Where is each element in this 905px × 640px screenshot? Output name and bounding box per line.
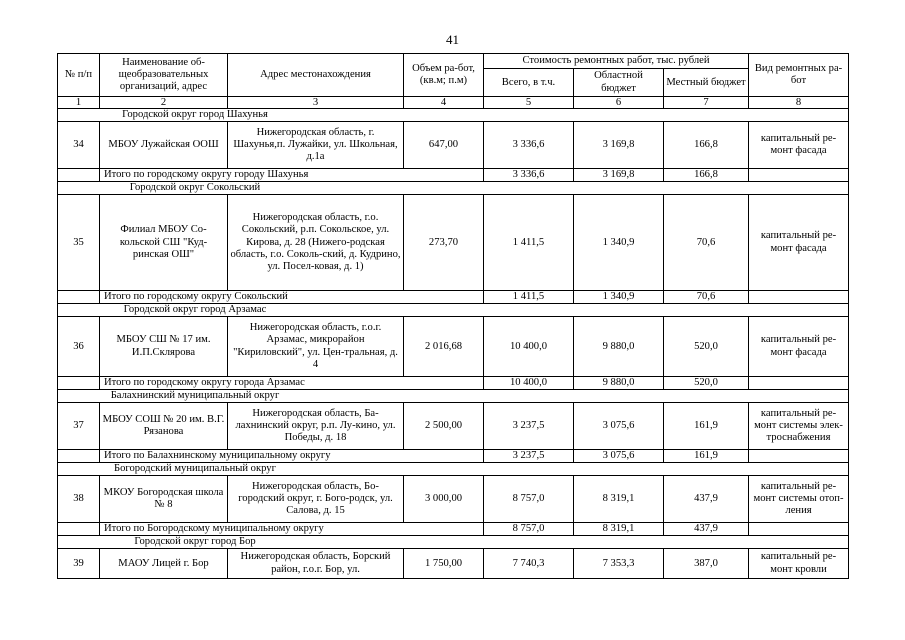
row-volume: 3 000,00 — [404, 476, 484, 523]
row-address: Нижегородская область, Ба-лахнинский округ, р.п. Лу-кино, ул. Победы, д. 18 — [228, 403, 404, 450]
subtotal-empty — [58, 450, 100, 463]
row-work: капитальный ре-монт фасада — [749, 122, 849, 169]
section-title-text: Городской округ город Арзамас — [123, 304, 267, 316]
subtotal-empty — [58, 377, 100, 390]
repair-works-table — [57, 53, 849, 579]
section-title — [58, 536, 849, 549]
section-title-row — [58, 390, 849, 403]
subtotal-regional: 3 169,8 — [574, 169, 664, 182]
header-name: Наименование об-щеобразовательных организаций, адрес — [100, 54, 228, 97]
row-name: МКОУ Богородская школа № 8 — [100, 476, 228, 523]
row-num: 39 — [58, 549, 100, 579]
page-number: 41 — [446, 32, 459, 47]
row-volume: 2 016,68 — [404, 317, 484, 377]
row-address: Нижегородская область, г.о.г. Арзамас, микрорайон "Кириловский", ул. Цен-тральная, д. 4 — [228, 317, 404, 377]
col-number: 7 — [664, 97, 749, 109]
subtotal-total: 1 411,5 — [484, 291, 574, 304]
row-regional: 3 169,8 — [574, 122, 664, 169]
row-name: МАОУ Лицей г. Бор — [100, 549, 228, 579]
row-address: Нижегородская область, г.о. Сокольский, р.п. Сокольское, ул. Кирова, д. 28 (Нижего-родская область, г.о. Соколь-ский, д. Кудрино, ул. Посел-ковая, д. 1) — [228, 195, 404, 291]
column-number-row — [58, 97, 849, 109]
row-name: МБОУ СШ № 17 им. И.П.Склярова — [100, 317, 228, 377]
section-title — [58, 463, 849, 476]
col-number: 5 — [484, 97, 574, 109]
subtotal-empty — [749, 450, 849, 463]
row-work: капитальный ре-монт фасада — [749, 195, 849, 291]
section-title — [58, 109, 849, 122]
subtotal-empty — [749, 291, 849, 304]
row-num: 37 — [58, 403, 100, 450]
header-cost-group: Стоимость ремонтных работ, тыс. рублей — [484, 54, 749, 69]
subtotal-empty — [749, 523, 849, 536]
table-row — [58, 317, 849, 377]
subtotal-regional: 3 075,6 — [574, 450, 664, 463]
subtotal-empty — [58, 169, 100, 182]
row-local: 437,9 — [664, 476, 749, 523]
subtotal-empty — [58, 291, 100, 304]
row-address: Нижегородская область, Бо-городский округ, г. Бого-родск, ул. Салова, д. 15 — [228, 476, 404, 523]
row-total: 10 400,0 — [484, 317, 574, 377]
subtotal-local: 437,9 — [664, 523, 749, 536]
row-total: 3 336,6 — [484, 122, 574, 169]
subtotal-local: 166,8 — [664, 169, 749, 182]
header-volume: Объем ра-бот, (кв.м; п.м) — [404, 54, 484, 97]
subtotal-row — [58, 523, 849, 536]
col-number: 1 — [58, 97, 100, 109]
section-title-text: Богородский муниципальный округ — [114, 463, 276, 475]
col-number: 2 — [100, 97, 228, 109]
section-title-row — [58, 536, 849, 549]
subtotal-total: 8 757,0 — [484, 523, 574, 536]
header-address: Адрес местонахождения — [228, 54, 404, 97]
row-work: капитальный ре-монт системы отоп-ления — [749, 476, 849, 523]
header-num: № п/п — [58, 54, 100, 97]
row-volume: 2 500,00 — [404, 403, 484, 450]
row-name: Филиал МБОУ Со-кольской СШ "Куд-ринская ОШ" — [100, 195, 228, 291]
table-row — [58, 476, 849, 523]
subtotal-row — [58, 450, 849, 463]
section-title — [58, 304, 849, 317]
row-local: 70,6 — [664, 195, 749, 291]
section-title-text: Балахнинский муниципальный округ — [110, 390, 280, 402]
row-regional: 3 075,6 — [574, 403, 664, 450]
subtotal-regional: 1 340,9 — [574, 291, 664, 304]
subtotal-label: Итого по городскому округу города Арзамас — [100, 377, 484, 390]
subtotal-empty — [749, 169, 849, 182]
table-row — [58, 195, 849, 291]
section-title-row — [58, 463, 849, 476]
row-total: 8 757,0 — [484, 476, 574, 523]
subtotal-local: 161,9 — [664, 450, 749, 463]
subtotal-empty — [58, 523, 100, 536]
subtotal-row — [58, 169, 849, 182]
row-name: МБОУ Лужайская ООШ — [100, 122, 228, 169]
subtotal-total: 10 400,0 — [484, 377, 574, 390]
row-num: 35 — [58, 195, 100, 291]
subtotal-local: 70,6 — [664, 291, 749, 304]
row-volume: 273,70 — [404, 195, 484, 291]
subtotal-label: Итого по Богородскому муниципальному округу — [100, 523, 484, 536]
table-row — [58, 403, 849, 450]
row-volume: 1 750,00 — [404, 549, 484, 579]
header-local: Местный бюджет — [664, 69, 749, 97]
row-regional: 9 880,0 — [574, 317, 664, 377]
section-title-text: Городской округ город Бор — [134, 536, 256, 548]
row-total: 3 237,5 — [484, 403, 574, 450]
row-num: 34 — [58, 122, 100, 169]
table-row — [58, 122, 849, 169]
section-title-text: Городской округ город Шахунья — [122, 109, 268, 121]
section-title-row — [58, 182, 849, 195]
row-address: Нижегородская область, г. Шахунья,п. Лужайки, ул. Школьная, д.1а — [228, 122, 404, 169]
row-total: 1 411,5 — [484, 195, 574, 291]
row-regional: 8 319,1 — [574, 476, 664, 523]
header-total: Всего, в т.ч. — [484, 69, 574, 97]
row-work: капитальный ре-монт фасада — [749, 317, 849, 377]
row-address: Нижегородская область, Борский район, г.о.г. Бор, ул. — [228, 549, 404, 579]
subtotal-label: Итого по городскому округу Сокольский — [100, 291, 484, 304]
subtotal-row — [58, 377, 849, 390]
row-total: 7 740,3 — [484, 549, 574, 579]
header-row-1 — [58, 54, 849, 69]
section-title-text: Городской округ Сокольский — [129, 182, 261, 194]
subtotal-regional: 9 880,0 — [574, 377, 664, 390]
section-title-row — [58, 304, 849, 317]
subtotal-local: 520,0 — [664, 377, 749, 390]
subtotal-regional: 8 319,1 — [574, 523, 664, 536]
row-regional: 7 353,3 — [574, 549, 664, 579]
row-work: капитальный ре-монт кровли — [749, 549, 849, 579]
section-title — [58, 390, 849, 403]
col-number: 8 — [749, 97, 849, 109]
row-local: 387,0 — [664, 549, 749, 579]
subtotal-row — [58, 291, 849, 304]
row-local: 166,8 — [664, 122, 749, 169]
section-title-row — [58, 109, 849, 122]
row-work: капитальный ре-монт системы элек-троснабжения — [749, 403, 849, 450]
header-work-type: Вид ремонтных ра-бот — [749, 54, 849, 97]
row-local: 520,0 — [664, 317, 749, 377]
subtotal-label: Итого по Балахнинскому муниципальному округу — [100, 450, 484, 463]
row-num: 38 — [58, 476, 100, 523]
row-num: 36 — [58, 317, 100, 377]
subtotal-total: 3 336,6 — [484, 169, 574, 182]
table-row — [58, 549, 849, 579]
col-number: 3 — [228, 97, 404, 109]
row-name: МБОУ СОШ № 20 им. В.Г. Рязанова — [100, 403, 228, 450]
subtotal-total: 3 237,5 — [484, 450, 574, 463]
section-title — [58, 182, 849, 195]
header-regional: Областной бюджет — [574, 69, 664, 97]
subtotal-label: Итого по городскому округу городу Шахунья — [100, 169, 484, 182]
row-volume: 647,00 — [404, 122, 484, 169]
subtotal-empty — [749, 377, 849, 390]
col-number: 6 — [574, 97, 664, 109]
row-local: 161,9 — [664, 403, 749, 450]
col-number: 4 — [404, 97, 484, 109]
row-regional: 1 340,9 — [574, 195, 664, 291]
